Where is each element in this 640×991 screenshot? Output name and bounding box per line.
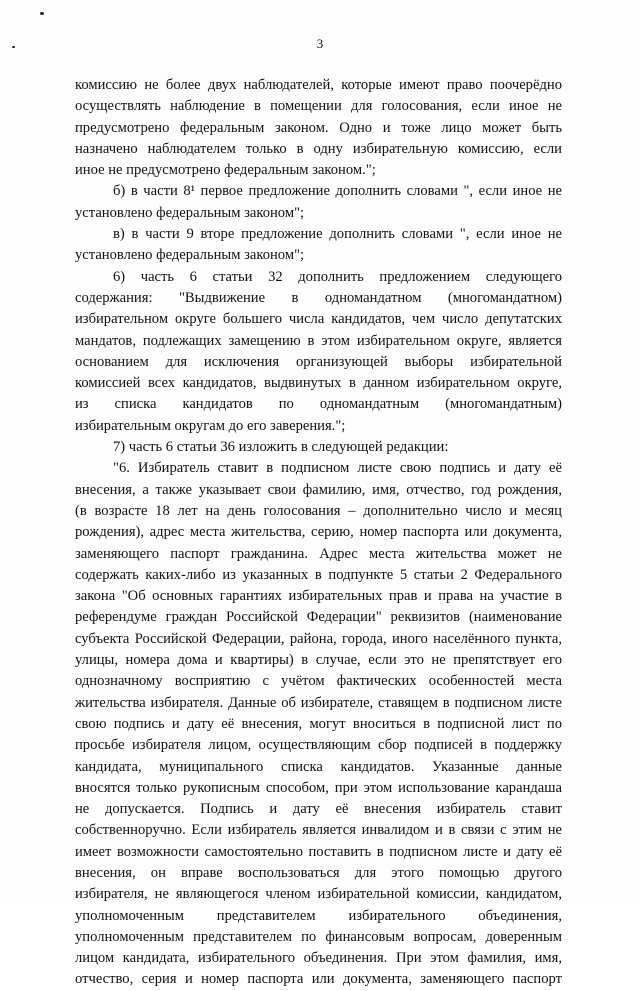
text-line: кандидата, муниципального списка кандидатов. Указанные данные xyxy=(75,758,562,775)
text-line: (в возрасте 18 лет на день голосования – дополнительно число и месяц xyxy=(75,502,562,519)
document-body xyxy=(75,75,562,991)
text-line: осуществлять наблюдение в помещении для голосования, если иное не xyxy=(75,98,562,115)
text-line: в) в части 9 вторе предложение дополнить словами ", если иное не xyxy=(113,226,562,243)
text-line: б) в части 8¹ первое предложение дополнить словами ", если иное не xyxy=(113,183,562,200)
text-line: из списка кандидатов по одномандатным (многомандатным) xyxy=(75,396,562,413)
text-line: комиссией всех кандидатов, выдвинутых в данном избирательном округе, xyxy=(75,375,562,392)
text-line: содержания: "Выдвижение в одномандатном (многомандатном) xyxy=(75,289,562,306)
text-line: содержать каких-либо из указанных в подпункте 5 статьи 2 Федерального xyxy=(75,566,562,583)
text-line: заменяющего паспорт гражданина. Адрес места жительства может не xyxy=(75,545,562,562)
text-line: 7) часть 6 статьи 36 изложить в следующей редакции: xyxy=(113,439,449,456)
text-line: улицы, номера дома и квартиры) в случае, если это не препятствует его xyxy=(75,652,562,669)
text-line: внесения, а также указывает свои фамилию, имя, отчество, год рождения, xyxy=(75,481,562,498)
text-line: "6. Избиратель ставит в подписном листе свою подпись и дату её xyxy=(113,460,562,477)
text-line: лицом кандидата, избирательного объединения. При этом фамилия, имя, xyxy=(75,950,562,967)
text-line: мандатов, подлежащих замещению в этом избирательном округе, является xyxy=(75,332,562,349)
text-line: назначено наблюдателем только в одну избирательную комиссию, если xyxy=(75,140,562,157)
text-line: избирателя, не являющегося членом избирательной комиссии, кандидатом, xyxy=(75,886,562,903)
text-line: уполномоченным представителем избирательного объединения, xyxy=(75,907,562,924)
text-line: референдуме граждан Российской Федерации" реквизитов (наименование xyxy=(75,609,562,626)
text-line: 6) часть 6 статьи 32 дополнить предложением следующего xyxy=(113,268,562,285)
text-line: избирательном округе большего числа кандидатов, чем число депутатских xyxy=(75,311,562,328)
text-line: предусмотрено федеральным законом. Одно и тоже лицо может быть xyxy=(75,119,562,136)
text-line: избирательным округам до его заверения."; xyxy=(75,417,346,434)
text-line: собственноручно. Если избиратель является инвалидом и в связи с этим не xyxy=(75,822,562,839)
text-line: уполномоченным представителем по финансовым вопросам, доверенным xyxy=(75,928,562,945)
text-line: не допускается. Подпись и дату её внесения избиратель ставит xyxy=(75,801,562,818)
text-line: вносятся только рукописным способом, при этом использование карандаша xyxy=(75,779,562,796)
text-line: жительства избирателя. Данные об избирателе, ставящем в подписном листе xyxy=(75,694,562,711)
text-line: закона "Об основных гарантиях избирательных прав и права на участие в xyxy=(75,588,562,605)
page-number: 3 xyxy=(316,36,324,51)
text-line: субъекта Российской Федерации, района, города, иного населённого пункта, xyxy=(75,630,562,647)
text-line: однозначному восприятию с учётом фактических особенностей места xyxy=(75,673,562,690)
text-line: отчество, серия и номер паспорта или документа, заменяющего паспорт xyxy=(75,971,562,988)
text-line: рождения), адрес места жительства, серию, номер паспорта или документа, xyxy=(75,524,562,541)
scan-artifact xyxy=(40,12,44,15)
text-line: установлено федеральным законом"; xyxy=(75,247,305,264)
text-line: иное не предусмотрено федеральным законом."; xyxy=(75,162,376,179)
text-line: внесения, он вправе воспользоваться для этого помощью другого xyxy=(75,864,562,881)
text-line: основанием для исключения организующей выборы избирательной xyxy=(75,353,562,370)
text-line: установлено федеральным законом"; xyxy=(75,204,305,221)
text-line: имеет возможности самостоятельно поставить в подписном листе и дату её xyxy=(75,843,562,860)
text-line: свою подпись и дату её внесения, могут вноситься в подписной лист по xyxy=(75,715,562,732)
text-line: просьбе избирателя лицом, осуществляющим сбор подписей в поддержку xyxy=(75,737,562,754)
text-line: комиссию не более двух наблюдателей, которые имеют право поочерёдно xyxy=(75,77,562,93)
